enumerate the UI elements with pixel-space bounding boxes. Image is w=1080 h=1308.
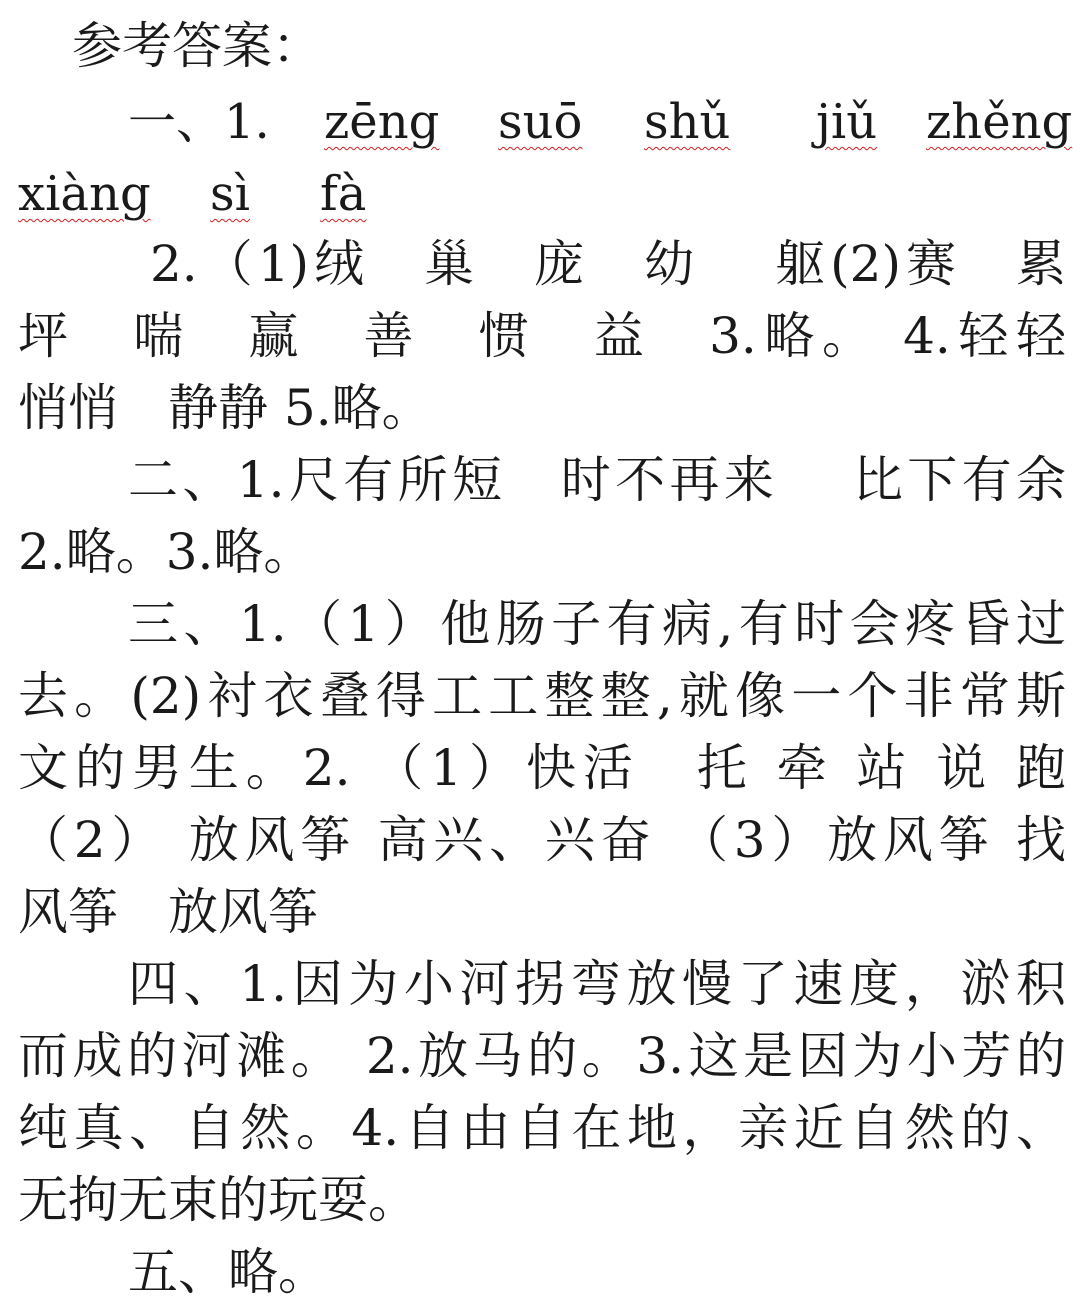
- answer-line: 2.（1)绒 巢 庞 幼 躯(2)赛 累: [150, 235, 1066, 293]
- answer-line: 无拘无束的玩耍。: [18, 1171, 418, 1229]
- answer-line: 去。(2)衬衣叠得工工整整,就像一个非常斯: [18, 667, 1066, 725]
- answer-line: 悄悄 静静 5.略。: [18, 379, 432, 437]
- pinyin-item: shǔ: [644, 94, 731, 150]
- answer-line: 二、1.尺有所短 时不再来 比下有余: [128, 451, 1066, 509]
- answer-line: 风筝 放风筝: [18, 883, 318, 941]
- pinyin-item: suō: [498, 94, 583, 150]
- pinyin-item: xiàng: [18, 166, 151, 222]
- answer-line: 文的男生。2. （1）快活 托 牵 站 说 跑: [18, 739, 1066, 797]
- answer-line: 四、1.因为小河拐弯放慢了速度，淤积: [128, 955, 1066, 1013]
- answer-line: 三、1.（1）他肠子有病,有时会疼昏过: [128, 595, 1066, 653]
- page-title: 参考答案：: [72, 17, 322, 75]
- answer-line: 五、略。: [128, 1243, 328, 1301]
- answer-line: 坪 喘 赢 善 惯 益 3.略。 4.轻轻: [18, 307, 1066, 365]
- answer-line: 纯真、自然。4.自由自在地，亲近自然的、: [18, 1099, 1066, 1157]
- pinyin-item: sì: [210, 166, 250, 222]
- answer-line: 2.略。3.略。: [18, 523, 314, 581]
- pinyin-item: zēng: [324, 94, 440, 150]
- answer-line: 而成的河滩。 2.放马的。3.这是因为小芳的: [18, 1027, 1066, 1085]
- pinyin-item: zhěng: [926, 94, 1073, 150]
- pinyin-item: jiǔ: [816, 94, 878, 150]
- pinyin-item: fà: [320, 166, 367, 222]
- section1-lead: 一、1.: [128, 94, 270, 150]
- answer-line: （2） 放风筝 高兴、兴奋 （3）放风筝 找: [18, 811, 1066, 869]
